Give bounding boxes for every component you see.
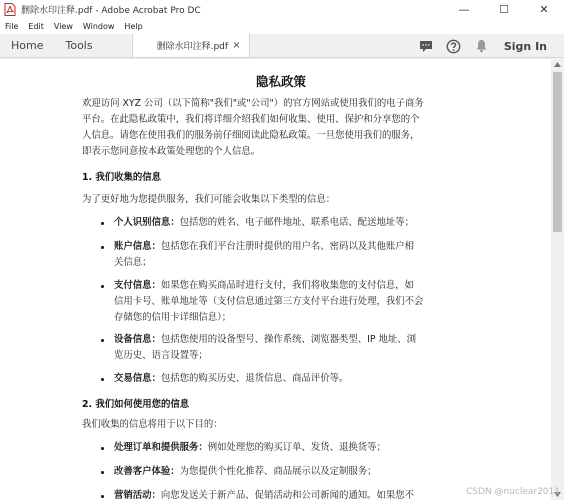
section-heading: 1. 我们收集的信息	[82, 172, 161, 183]
list-item-term: 处理订单和提供服务：	[114, 442, 208, 453]
list-item-term: 个人识别信息：	[114, 217, 180, 228]
bullet	[101, 285, 104, 288]
comment-icon[interactable]	[418, 38, 434, 54]
menu-file[interactable]: File	[5, 22, 19, 31]
pdf-page	[66, 59, 496, 500]
intro-line: 人信息。请您在使用我们的服务前仔细阅读此隐私政策。一旦您使用我们的服务，	[82, 130, 420, 141]
menu-view[interactable]: View	[53, 22, 73, 31]
bullet	[101, 339, 104, 342]
list-item-text: 为您提供个性化推荐、商品展示以及定制服务；	[179, 466, 377, 477]
scroll-up-icon[interactable]	[551, 58, 564, 70]
toolbar	[0, 34, 564, 58]
maximize-button[interactable]: ☐	[499, 3, 509, 16]
list-item-continuation: 存储您的信用卡详细信息）；	[114, 312, 232, 323]
menu-help[interactable]: Help	[124, 22, 143, 31]
list-item-text: 包括您使用的设备型号、操作系统、浏览器类型、IP 地址、浏	[160, 334, 417, 345]
list-item-text: 向您发送关于新产品、促销活动和公司新闻的通知。如果您不	[160, 490, 415, 500]
list-item-continuation: 关信息；	[114, 257, 152, 268]
bullet	[101, 447, 104, 450]
watermark: CSDN @nuclear2011	[465, 487, 560, 497]
page-title: 隐私政策	[255, 74, 306, 89]
list-item	[114, 371, 348, 387]
intro-line: 欢迎访问 XYZ 公司（以下简称"我们"或"公司"）的官方网站或使用我们的电子商务	[82, 98, 424, 109]
intro-line: 平台。在此隐私政策中，我们将详细介绍我们如何收集、使用、保护和分享您的个	[82, 114, 420, 125]
list-item-text: 如果您在购买商品时进行支付，我们将收集您的支付信息，如	[160, 280, 415, 291]
list-item	[114, 215, 414, 231]
document-view[interactable]	[0, 58, 564, 500]
close-button[interactable]: ✕	[539, 3, 549, 16]
bullet	[101, 471, 104, 474]
list-item	[114, 440, 386, 456]
list-item-text: 包括您的姓名、电子邮件地址、联系电话、配送地址等；	[179, 217, 415, 228]
tab-tools[interactable]: Tools	[65, 39, 93, 52]
tab-document[interactable]	[132, 34, 250, 57]
list-item	[114, 332, 416, 348]
minimize-button[interactable]: —	[458, 3, 470, 16]
vertical-scrollbar[interactable]	[551, 58, 564, 500]
help-icon[interactable]	[446, 38, 462, 54]
menu-window[interactable]: Window	[82, 22, 115, 31]
list-item-term: 账户信息：	[114, 241, 161, 252]
menu-bar	[0, 19, 564, 34]
title-bar	[0, 0, 564, 19]
document-tab-label: 删除水印注释.pdf	[156, 42, 229, 52]
bell-icon[interactable]	[474, 38, 490, 54]
scroll-thumb[interactable]	[553, 72, 562, 232]
bullet	[101, 222, 104, 225]
list-item-text: 包括您的购买历史、退货信息、商品评价等。	[160, 373, 349, 384]
window-title: 删除水印注释.pdf - Adobe Acrobat Pro DC	[21, 6, 201, 16]
bullet	[101, 378, 104, 381]
bullet	[101, 495, 104, 498]
close-tab-button[interactable]: ×	[232, 40, 241, 51]
list-item-term: 改善客户体验：	[114, 466, 180, 477]
list-item	[114, 488, 414, 500]
list-item-text: 包括您在我们平台注册时提供的用户名、密码以及其他账户相	[160, 241, 415, 252]
section-heading: 2. 我们如何使用您的信息	[82, 399, 190, 410]
list-item-continuation: 信用卡号、账单地址等（支付信息通过第三方支付平台进行处理，我们不会	[114, 296, 424, 307]
list-item-term: 支付信息：	[114, 280, 161, 291]
list-item	[114, 464, 377, 480]
acrobat-icon	[4, 3, 16, 16]
list-item	[114, 239, 414, 255]
list-item-term: 营销活动：	[114, 490, 161, 500]
sign-in-button[interactable]: Sign In	[503, 39, 547, 53]
menu-edit[interactable]: Edit	[28, 22, 44, 31]
bullet	[101, 246, 104, 249]
list-item-continuation: 览历史、语言设置等；	[114, 350, 208, 361]
section-lead: 我们收集的信息将用于以下目的：	[82, 419, 223, 430]
list-item-term: 设备信息：	[114, 334, 161, 345]
list-item	[114, 278, 414, 294]
list-item-term: 交易信息：	[114, 373, 161, 384]
tab-home[interactable]: Home	[11, 39, 44, 52]
intro-line: 即表示您同意按本政策处理您的个人信息。	[82, 146, 261, 157]
list-item-text: 例如处理您的购买订单、发货、退换货等；	[207, 442, 386, 453]
section-lead: 为了更好地为您提供服务，我们可能会收集以下类型的信息：	[82, 194, 336, 205]
